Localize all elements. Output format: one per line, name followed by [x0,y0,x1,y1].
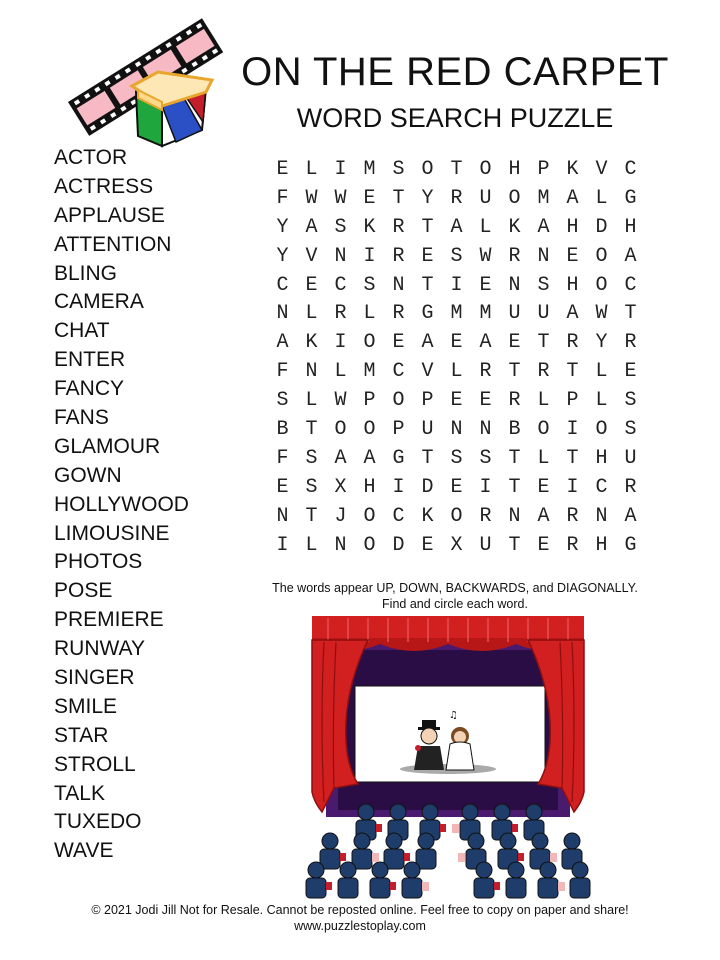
grid-letter[interactable]: S [537,273,550,297]
word-item: ACTRESS [54,174,154,198]
grid-letter[interactable]: U [479,186,492,210]
grid-letter[interactable]: E [421,533,434,557]
grid-letter[interactable]: M [537,186,550,210]
grid-letter[interactable]: R [508,244,521,268]
grid-letter[interactable]: N [537,244,550,268]
grid-letter[interactable]: K [566,158,579,181]
word-item: WAVE [54,839,114,863]
grid-letter[interactable]: A [363,446,376,470]
copyright-text: © 2021 Jodi Jill Not for Resale. Cannot be reposted online. Feel free to copy on paper and share! [91,903,629,917]
grid-letter[interactable]: D [421,475,434,499]
word-item: RUNWAY [54,637,145,661]
grid-letter[interactable]: N [450,418,463,442]
word-item: LIMOUSINE [54,521,170,545]
grid-letter[interactable]: A [624,244,637,268]
grid-letter[interactable]: K [421,504,434,528]
grid-letter[interactable]: C [334,273,347,297]
instructions [245,580,665,612]
grid-letter[interactable]: V [305,244,318,268]
grid-letter[interactable]: E [276,158,289,181]
grid-letter[interactable]: S [305,446,318,470]
grid-letter[interactable]: L [305,302,318,326]
grid-letter[interactable]: R [624,331,637,355]
grid-letter[interactable]: A [421,331,434,355]
grid-letter[interactable]: T [421,215,434,239]
grid-letter[interactable]: H [508,158,521,181]
grid-letter[interactable]: J [334,504,347,528]
grid-letter[interactable]: L [595,186,608,210]
grid-letter[interactable]: L [537,389,550,413]
grid-letter[interactable]: E [305,273,318,297]
grid-letter[interactable]: W [334,186,347,210]
grid-letter[interactable]: L [363,302,376,326]
theater-stage-illustration [298,612,598,902]
word-item: SMILE [54,694,118,718]
grid-letter[interactable]: M [363,158,376,181]
grid-letter[interactable]: T [508,446,521,470]
word-item: BLING [54,261,118,285]
word-item: ATTENTION [54,232,172,256]
grid-letter[interactable]: O [537,418,550,442]
grid-letter[interactable]: P [537,158,550,181]
grid-letter[interactable]: Y [276,244,289,268]
word-item: CAMERA [54,290,144,314]
grid-letter[interactable]: A [450,215,463,239]
grid-letter[interactable]: R [566,504,579,528]
grid-letter[interactable]: L [450,360,463,384]
grid-letter[interactable]: P [566,389,579,413]
grid-letter[interactable]: S [450,446,463,470]
grid-letter[interactable]: O [479,158,492,181]
word-item: TALK [54,781,105,805]
grid-letter[interactable]: H [624,215,637,239]
grid-letter[interactable]: O [421,158,434,181]
grid-letter[interactable]: B [508,418,521,442]
grid-letter[interactable]: U [537,302,550,326]
grid-letter[interactable]: N [305,360,318,384]
grid-letter[interactable]: E [537,533,550,557]
grid-letter[interactable]: O [363,533,376,557]
grid-letter[interactable]: S [479,446,492,470]
word-item: ACTOR [54,146,128,169]
grid-letter[interactable]: V [421,360,434,384]
grid-letter[interactable]: C [624,273,637,297]
grid-letter[interactable]: O [595,273,608,297]
grid-letter[interactable]: N [479,418,492,442]
grid-letter[interactable]: M [450,302,463,326]
grid-letter[interactable]: L [334,360,347,384]
grid-letter[interactable]: E [450,331,463,355]
word-item: ENTER [54,348,126,372]
grid-letter[interactable]: A [479,331,492,355]
word-item: GLAMOUR [54,434,161,458]
grid-letter[interactable]: U [508,302,521,326]
grid-letter[interactable]: K [305,331,318,355]
grid-letter[interactable]: R [566,331,579,355]
word-list [54,144,189,866]
grid-letter[interactable]: T [508,475,521,499]
page-subtitle: WORD SEARCH PUZZLE [296,103,614,133]
grid-letter[interactable]: E [508,331,521,355]
grid-letter[interactable]: S [392,158,405,181]
grid-letter[interactable]: I [334,331,347,355]
grid-letter[interactable]: K [363,215,376,239]
footer [0,902,720,934]
word-item: TUXEDO [54,810,142,834]
grid-letter[interactable]: R [392,302,405,326]
grid-letter[interactable]: L [305,158,318,181]
grid-letter[interactable]: P [421,389,434,413]
grid-letter[interactable]: T [508,360,521,384]
grid-letter[interactable]: O [334,418,347,442]
grid-letter[interactable]: G [624,186,637,210]
grid-letter[interactable]: N [276,302,289,326]
grid-letter[interactable]: A [537,215,550,239]
grid-letter[interactable]: R [566,533,579,557]
grid-letter[interactable]: M [479,302,492,326]
grid-letter[interactable]: E [479,389,492,413]
popcorn-box-icon [132,72,212,146]
grid-letter[interactable]: I [450,273,463,297]
grid-letter[interactable]: A [334,446,347,470]
grid-letter[interactable]: X [450,533,463,557]
grid-letter[interactable]: D [392,533,405,557]
grid-letter[interactable]: A [566,302,579,326]
grid-letter[interactable]: P [363,389,376,413]
grid-letter[interactable]: L [479,215,492,239]
grid-letter[interactable]: T [392,186,405,210]
grid-letter[interactable]: R [479,360,492,384]
grid-letter[interactable]: N [276,504,289,528]
word-item: PREMIERE [54,608,164,632]
grid-letter[interactable]: E [566,244,579,268]
grid-letter[interactable]: S [624,418,637,442]
grid-letter[interactable]: T [566,446,579,470]
grid-letter[interactable]: E [392,331,405,355]
grid-letter[interactable]: C [595,475,608,499]
grid-letter[interactable]: F [276,446,289,470]
grid-letter[interactable]: C [276,273,289,297]
instructions-line-2: Find and circle each word. [382,597,528,611]
grid-letter[interactable]: O [595,418,608,442]
website-link[interactable]: www.puzzlestoplay.com [294,919,426,933]
grid-letter[interactable]: T [537,331,550,355]
grid-letter[interactable]: E [450,389,463,413]
grid-letter[interactable]: P [392,418,405,442]
grid-letter[interactable]: L [595,360,608,384]
word-item: CHAT [54,319,110,343]
grid-letter[interactable]: E [363,186,376,210]
film-strip-icon [66,14,226,149]
grid-letter[interactable]: G [392,446,405,470]
grid-letter[interactable]: W [479,244,492,268]
grid-letter[interactable]: I [334,158,347,181]
grid-letter[interactable]: E [421,244,434,268]
grid-letter[interactable]: H [595,533,608,557]
grid-letter[interactable]: R [508,389,521,413]
grid-letter[interactable]: I [566,418,579,442]
instructions-line-1: The words appear UP, DOWN, BACKWARDS, and DIAGONALLY. [272,581,638,595]
grid-letter[interactable]: N [595,504,608,528]
grid-letter[interactable]: F [276,360,289,384]
grid-letter[interactable]: T [624,302,637,326]
grid-letter[interactable]: A [537,504,550,528]
grid-letter[interactable]: L [305,533,318,557]
grid-letter[interactable]: W [305,186,318,210]
letter-grid [268,156,645,560]
grid-letter[interactable]: S [334,215,347,239]
grid-letter[interactable]: I [566,475,579,499]
word-item: APPLAUSE [54,203,165,227]
grid-letter[interactable]: U [421,418,434,442]
grid-letter[interactable]: I [392,475,405,499]
grid-letter[interactable]: E [276,475,289,499]
grid-letter[interactable]: T [450,158,463,181]
grid-letter[interactable]: O [595,244,608,268]
grid-letter[interactable]: W [334,389,347,413]
grid-letter[interactable]: O [363,331,376,355]
grid-letter[interactable]: W [595,302,608,326]
grid-letter[interactable]: E [450,475,463,499]
grid-letter[interactable]: G [421,302,434,326]
grid-letter[interactable]: E [537,475,550,499]
grid-letter[interactable]: S [363,273,376,297]
grid-letter[interactable]: K [508,215,521,239]
grid-letter[interactable]: C [624,158,637,181]
grid-letter[interactable]: N [334,244,347,268]
grid-letter[interactable]: O [363,418,376,442]
grid-letter[interactable]: A [305,215,318,239]
grid-letter[interactable]: Y [276,215,289,239]
grid-letter[interactable]: N [334,533,347,557]
grid-letter[interactable]: T [421,446,434,470]
grid-letter[interactable]: R [334,302,347,326]
word-item: STAR [54,723,109,747]
word-item: PHOTOS [54,550,143,574]
grid-letter[interactable]: T [508,533,521,557]
grid-letter[interactable]: O [392,389,405,413]
grid-letter[interactable]: I [363,244,376,268]
grid-letter[interactable]: T [305,504,318,528]
grid-letter[interactable]: L [595,389,608,413]
grid-letter[interactable]: R [537,360,550,384]
grid-letter[interactable]: A [566,186,579,210]
grid-letter[interactable]: O [363,504,376,528]
word-item: POSE [54,579,113,603]
word-item: HOLLYWOOD [54,492,189,516]
grid-letter[interactable]: X [334,475,347,499]
grid-letter[interactable]: V [595,158,608,181]
grid-letter[interactable]: M [363,360,376,384]
grid-letter[interactable]: A [624,504,637,528]
grid-letter[interactable]: R [392,244,405,268]
grid-letter[interactable]: O [508,186,521,210]
word-item: STROLL [54,752,136,776]
word-item: FANS [54,406,109,430]
grid-letter[interactable]: E [624,360,637,384]
grid-letter[interactable]: C [392,504,405,528]
grid-letter[interactable]: G [624,533,637,557]
svg-text:♫: ♫ [449,710,458,721]
grid-letter[interactable]: H [595,446,608,470]
word-item: GOWN [54,463,122,487]
grid-letter[interactable]: D [595,215,608,239]
grid-letter[interactable]: R [479,504,492,528]
grid-letter[interactable]: H [363,475,376,499]
grid-letter[interactable]: A [276,331,289,355]
grid-letter[interactable]: F [276,186,289,210]
grid-letter[interactable]: U [624,446,637,470]
grid-letter[interactable]: N [508,504,521,528]
grid-letter[interactable]: U [479,533,492,557]
grid-letter[interactable]: H [566,215,579,239]
grid-letter[interactable]: T [421,273,434,297]
grid-letter[interactable]: E [479,273,492,297]
grid-letter[interactable]: R [392,215,405,239]
grid-letter[interactable]: I [276,533,289,557]
grid-letter[interactable]: O [450,504,463,528]
grid-letter[interactable]: B [276,418,289,442]
grid-letter[interactable]: H [566,273,579,297]
grid-letter[interactable]: S [624,389,637,413]
grid-letter[interactable]: R [450,186,463,210]
grid-letter[interactable]: C [392,360,405,384]
page-title: ON THE RED CARPET [241,50,669,94]
grid-letter[interactable]: L [537,446,550,470]
grid-letter[interactable]: T [566,360,579,384]
grid-letter[interactable]: S [276,389,289,413]
grid-letter[interactable]: N [508,273,521,297]
grid-letter[interactable]: S [305,475,318,499]
grid-letter[interactable]: N [392,273,405,297]
grid-letter[interactable]: Y [595,331,608,355]
grid-letter[interactable]: I [479,475,492,499]
grid-letter[interactable]: R [624,475,637,499]
grid-letter[interactable]: T [305,418,318,442]
grid-letter[interactable]: Y [421,186,434,210]
grid-letter[interactable]: S [450,244,463,268]
word-item: SINGER [54,666,135,690]
word-item: FANCY [54,377,125,401]
grid-letter[interactable]: L [305,389,318,413]
